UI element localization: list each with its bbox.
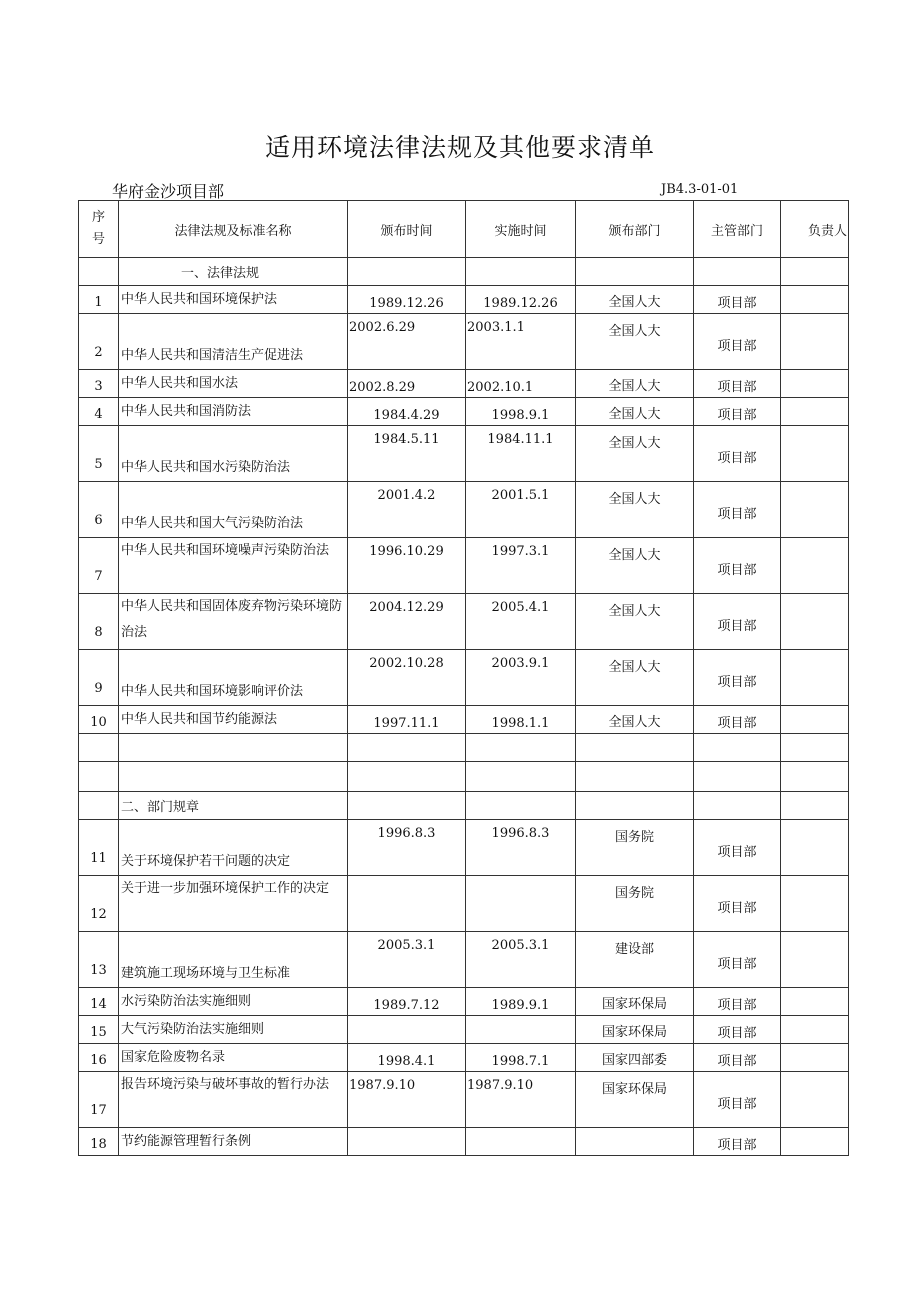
- table-row: [79, 932, 849, 988]
- row-dept: 项目部: [694, 314, 781, 370]
- row-name: 关于环境保护若干问题的决定: [119, 820, 348, 876]
- row-issued: 1996.10.29: [348, 538, 466, 594]
- row-effective: 2003.9.1: [466, 650, 576, 706]
- row-issued: [348, 1128, 466, 1156]
- row-issuer: 全国人大: [576, 286, 694, 314]
- table-row: [79, 482, 849, 538]
- row-seq: 6: [79, 482, 119, 538]
- row-name: 中华人民共和国大气污染防治法: [119, 482, 348, 538]
- row-issuer: 国家环保局: [576, 1072, 694, 1128]
- row-name: 报告环境污染与破坏事故的暂行办法: [119, 1072, 348, 1128]
- blank-cell: [348, 734, 466, 762]
- row-effective: 1998.7.1: [466, 1044, 576, 1072]
- row-name: 大气污染防治法实施细则: [119, 1016, 348, 1044]
- row-issuer: 全国人大: [576, 650, 694, 706]
- row-issuer: 国务院: [576, 820, 694, 876]
- row-owner: [781, 706, 849, 734]
- row-effective: 2001.5.1: [466, 482, 576, 538]
- table-row: [79, 1016, 849, 1044]
- table-row: [79, 594, 849, 650]
- row-effective: 2002.10.1: [466, 370, 576, 398]
- section-row: [79, 792, 849, 820]
- row-issuer: 全国人大: [576, 594, 694, 650]
- row-effective: 1987.9.10: [466, 1072, 576, 1128]
- row-issued: 1996.8.3: [348, 820, 466, 876]
- row-issued: 2002.6.29: [348, 314, 466, 370]
- row-issuer: 建设部: [576, 932, 694, 988]
- project-name: 华府金沙项目部: [112, 182, 225, 201]
- row-effective: 2003.1.1: [466, 314, 576, 370]
- row-dept: 项目部: [694, 1044, 781, 1072]
- blank-cell: [694, 258, 781, 286]
- row-seq: 12: [79, 876, 119, 932]
- row-seq: 15: [79, 1016, 119, 1044]
- row-owner: [781, 876, 849, 932]
- header-issuer: 颁布部门: [576, 201, 694, 258]
- blank-cell: [694, 734, 781, 762]
- row-effective: 1996.8.3: [466, 820, 576, 876]
- row-issued: 1989.7.12: [348, 988, 466, 1016]
- row-owner: [781, 1072, 849, 1128]
- row-dept: 项目部: [694, 876, 781, 932]
- row-seq: 13: [79, 932, 119, 988]
- row-name: 中华人民共和国固体废弃物污染环境防治法: [119, 594, 348, 650]
- document-title: 适用环境法律法规及其他要求清单: [264, 133, 655, 162]
- row-issuer: 全国人大: [576, 426, 694, 482]
- row-issuer: [576, 1128, 694, 1156]
- row-owner: [781, 594, 849, 650]
- row-seq: 18: [79, 1128, 119, 1156]
- row-owner: [781, 1016, 849, 1044]
- row-seq: 8: [79, 594, 119, 650]
- blank-cell: [79, 792, 119, 820]
- row-issuer: 全国人大: [576, 398, 694, 426]
- blank-cell: [348, 762, 466, 792]
- table-row: [79, 286, 849, 314]
- row-seq: 2: [79, 314, 119, 370]
- table-row: [79, 650, 849, 706]
- blank-cell: [694, 762, 781, 792]
- blank-cell: [576, 258, 694, 286]
- row-owner: [781, 1044, 849, 1072]
- row-seq: 9: [79, 650, 119, 706]
- row-effective: 1998.9.1: [466, 398, 576, 426]
- row-name: 节约能源管理暂行条例: [119, 1128, 348, 1156]
- regulations-table: [78, 200, 849, 1156]
- row-effective: [466, 1128, 576, 1156]
- row-issued: 2001.4.2: [348, 482, 466, 538]
- table-row: [79, 370, 849, 398]
- row-issued: 1984.5.11: [348, 426, 466, 482]
- row-seq: 3: [79, 370, 119, 398]
- row-issued: 1984.4.29: [348, 398, 466, 426]
- row-issuer: 国家环保局: [576, 988, 694, 1016]
- row-dept: 项目部: [694, 1072, 781, 1128]
- table-row: [79, 876, 849, 932]
- row-issuer: 全国人大: [576, 370, 694, 398]
- header-effective: 实施时间: [466, 201, 576, 258]
- blank-cell: [348, 792, 466, 820]
- row-issuer: 全国人大: [576, 538, 694, 594]
- row-effective: 1989.9.1: [466, 988, 576, 1016]
- row-owner: [781, 932, 849, 988]
- row-name: 水污染防治法实施细则: [119, 988, 348, 1016]
- row-issued: [348, 876, 466, 932]
- blank-cell: [466, 258, 576, 286]
- blank-cell: [79, 734, 119, 762]
- row-name: 关于进一步加强环境保护工作的决定: [119, 876, 348, 932]
- section-row: [79, 258, 849, 286]
- row-dept: 项目部: [694, 398, 781, 426]
- table-row: [79, 1128, 849, 1156]
- row-name: 中华人民共和国环境噪声污染防治法: [119, 538, 348, 594]
- blank-cell: [576, 762, 694, 792]
- row-effective: 1998.1.1: [466, 706, 576, 734]
- row-seq: 5: [79, 426, 119, 482]
- row-seq: 1: [79, 286, 119, 314]
- row-owner: [781, 538, 849, 594]
- row-issuer: 国家环保局: [576, 1016, 694, 1044]
- row-issuer: 全国人大: [576, 314, 694, 370]
- row-owner: [781, 1128, 849, 1156]
- row-owner: [781, 988, 849, 1016]
- row-owner: [781, 286, 849, 314]
- row-issuer: 全国人大: [576, 482, 694, 538]
- row-issued: 1998.4.1: [348, 1044, 466, 1072]
- table-row: [79, 538, 849, 594]
- row-owner: [781, 820, 849, 876]
- header-row: [79, 201, 849, 258]
- header-seq: 序 号: [79, 201, 119, 258]
- row-issued: 2002.8.29: [348, 370, 466, 398]
- section-title: 一、法律法规: [119, 258, 348, 286]
- row-effective: 1997.3.1: [466, 538, 576, 594]
- document-number: JB4.3-01-01: [661, 182, 739, 197]
- row-seq: 17: [79, 1072, 119, 1128]
- table-row: [79, 398, 849, 426]
- row-name: 中华人民共和国环境影响评价法: [119, 650, 348, 706]
- header-dept: 主管部门: [694, 201, 781, 258]
- row-effective: 2005.3.1: [466, 932, 576, 988]
- header-issued: 颁布时间: [348, 201, 466, 258]
- blank-cell: [466, 734, 576, 762]
- row-seq: 10: [79, 706, 119, 734]
- row-issuer: 全国人大: [576, 706, 694, 734]
- row-dept: 项目部: [694, 1016, 781, 1044]
- section-title: 二、部门规章: [119, 792, 348, 820]
- row-effective: 1989.12.26: [466, 286, 576, 314]
- blank-cell: [781, 734, 849, 762]
- row-owner: [781, 482, 849, 538]
- row-dept: 项目部: [694, 820, 781, 876]
- row-effective: 2005.4.1: [466, 594, 576, 650]
- row-issued: 1989.12.26: [348, 286, 466, 314]
- row-seq: 14: [79, 988, 119, 1016]
- row-effective: [466, 1016, 576, 1044]
- row-seq: 7: [79, 538, 119, 594]
- blank-cell: [119, 734, 348, 762]
- row-seq: 11: [79, 820, 119, 876]
- row-issued: 1987.9.10: [348, 1072, 466, 1128]
- row-issued: 2002.10.28: [348, 650, 466, 706]
- table-row: [79, 314, 849, 370]
- table-row: [79, 1072, 849, 1128]
- row-issuer: 国务院: [576, 876, 694, 932]
- row-name: 建筑施工现场环境与卫生标准: [119, 932, 348, 988]
- blank-cell: [466, 792, 576, 820]
- row-dept: 项目部: [694, 706, 781, 734]
- row-issued: 2005.3.1: [348, 932, 466, 988]
- row-name: 中华人民共和国清洁生产促进法: [119, 314, 348, 370]
- blank-cell: [79, 258, 119, 286]
- table-body: [79, 201, 849, 1156]
- row-issuer: 国家四部委: [576, 1044, 694, 1072]
- blank-cell: [781, 762, 849, 792]
- blank-cell: [781, 258, 849, 286]
- row-dept: 项目部: [694, 1128, 781, 1156]
- row-effective: [466, 876, 576, 932]
- row-name: 中华人民共和国水污染防治法: [119, 426, 348, 482]
- blank-row: [79, 734, 849, 762]
- row-issued: [348, 1016, 466, 1044]
- row-owner: [781, 650, 849, 706]
- row-owner: [781, 426, 849, 482]
- blank-cell: [576, 734, 694, 762]
- row-dept: 项目部: [694, 594, 781, 650]
- blank-cell: [466, 762, 576, 792]
- row-name: 中华人民共和国环境保护法: [119, 286, 348, 314]
- blank-cell: [781, 792, 849, 820]
- blank-cell: [119, 762, 348, 792]
- table-row: [79, 820, 849, 876]
- row-dept: 项目部: [694, 988, 781, 1016]
- row-seq: 16: [79, 1044, 119, 1072]
- header-owner: 负责人: [781, 201, 849, 258]
- row-dept: 项目部: [694, 538, 781, 594]
- row-name: 中华人民共和国消防法: [119, 398, 348, 426]
- row-dept: 项目部: [694, 482, 781, 538]
- row-dept: 项目部: [694, 426, 781, 482]
- row-owner: [781, 398, 849, 426]
- table-row: [79, 426, 849, 482]
- row-name: 中华人民共和国节约能源法: [119, 706, 348, 734]
- row-issued: 2004.12.29: [348, 594, 466, 650]
- header-name: 法律法规及标准名称: [119, 201, 348, 258]
- row-dept: 项目部: [694, 370, 781, 398]
- blank-cell: [348, 258, 466, 286]
- row-name: 国家危险废物名录: [119, 1044, 348, 1072]
- row-owner: [781, 370, 849, 398]
- blank-row: [79, 762, 849, 792]
- table-row: [79, 988, 849, 1016]
- row-dept: 项目部: [694, 286, 781, 314]
- table-row: [79, 1044, 849, 1072]
- row-dept: 项目部: [694, 932, 781, 988]
- row-name: 中华人民共和国水法: [119, 370, 348, 398]
- row-owner: [781, 314, 849, 370]
- row-effective: 1984.11.1: [466, 426, 576, 482]
- row-issued: 1997.11.1: [348, 706, 466, 734]
- blank-cell: [694, 792, 781, 820]
- blank-cell: [576, 792, 694, 820]
- table-row: [79, 706, 849, 734]
- row-dept: 项目部: [694, 650, 781, 706]
- blank-cell: [79, 762, 119, 792]
- row-seq: 4: [79, 398, 119, 426]
